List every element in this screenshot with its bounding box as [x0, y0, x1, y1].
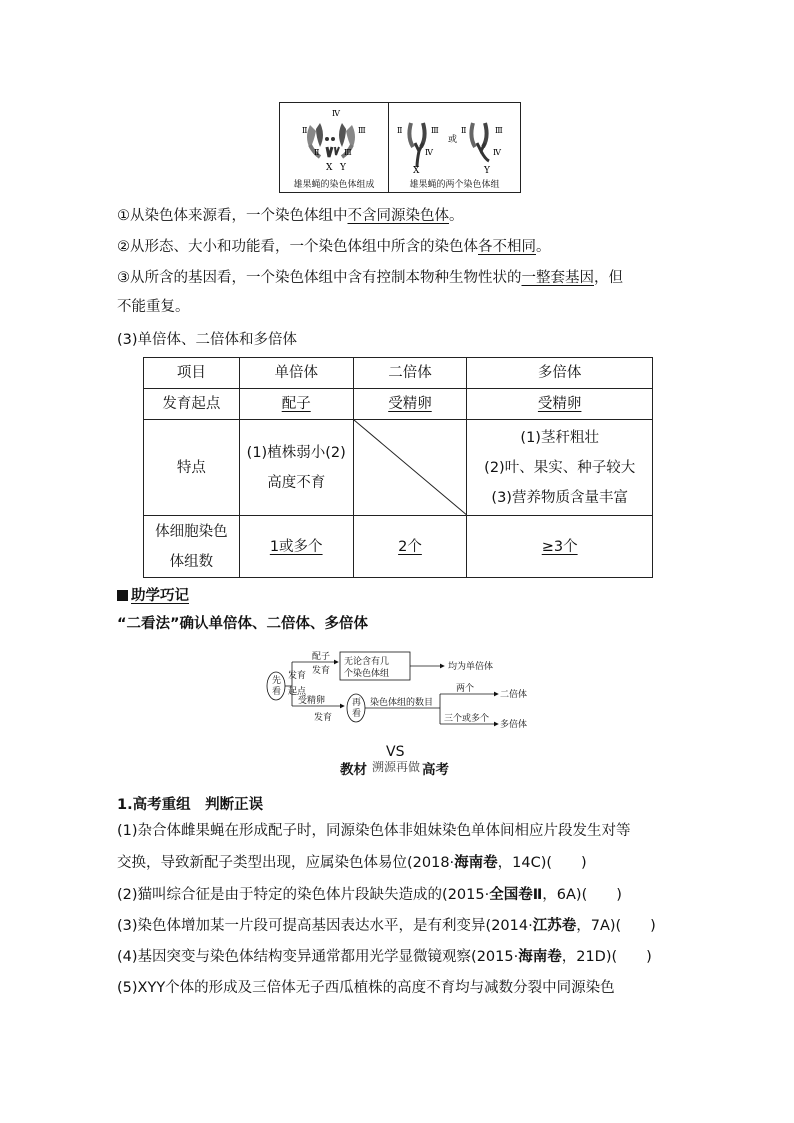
label-ii: Ⅱ — [302, 126, 308, 135]
svg-text:Ⅲ: Ⅲ — [495, 126, 503, 135]
question-2: (2)猫叫综合征是由于特定的染色体片段缺失造成的(2015·全国卷Ⅱ，6A)( ) — [117, 887, 622, 903]
vs-label: VS — [386, 744, 405, 760]
svg-text:发育: 发育 — [288, 671, 307, 681]
answer-3: 一整套基因 — [521, 270, 594, 286]
point-2: ②从形态、大小和功能看，一个染色体组中所含的染色体各不相同。 — [117, 239, 551, 255]
banner-left: 教材 — [340, 762, 367, 778]
figure-left-panel — [280, 103, 389, 192]
svg-text:发育: 发育 — [314, 713, 333, 723]
svg-text:X: X — [413, 166, 420, 176]
textbook-vs-exam-banner — [300, 744, 500, 776]
svg-text:Ⅱ: Ⅱ — [397, 126, 403, 135]
question-1-continued: 交换，导致新配子类型出现，应属染色体易位(2018·海南卷，14C)( ) — [117, 855, 587, 871]
svg-text:看: 看 — [352, 709, 362, 719]
or-label: 或 — [448, 135, 458, 145]
svg-text:多倍体: 多倍体 — [500, 720, 528, 730]
svg-text:Ⅳ: Ⅳ — [425, 148, 433, 157]
table-row-sets: 体细胞染色 体组数 1或多个 2个 ≥3个 — [144, 516, 653, 578]
svg-text:再: 再 — [352, 698, 362, 708]
svg-text:无论含有几: 无论含有几 — [344, 657, 390, 667]
section-title: 1.高考重组 判断正误 — [117, 797, 264, 813]
svg-text:配子: 配子 — [312, 652, 331, 662]
tips-heading: 助学巧记 — [117, 584, 189, 605]
section-3-title: (3)单倍体、二倍体和多倍体 — [117, 332, 298, 348]
table-row-origin: 发育起点 配子 受精卵 受精卵 — [144, 389, 653, 420]
header-polyploid: 多倍体 — [467, 358, 653, 389]
answer-1: 不含同源染色体 — [347, 208, 449, 224]
question-1: (1)杂合体雌果蝇在形成配子时，同源染色体非姐妹染色单体间相应片段发生对等 — [117, 823, 631, 839]
method-title: “二看法”确认单倍体、二倍体、多倍体 — [117, 616, 369, 632]
question-3: (3)染色体增加某一片段可提高基因表达水平，是有利变异(2014·江苏卷，7A)( ) — [117, 918, 656, 934]
svg-text:Y: Y — [484, 166, 490, 176]
header-item: 项目 — [144, 358, 240, 389]
label-iv: Ⅳ — [332, 109, 340, 118]
svg-text:Ⅳ: Ⅳ — [493, 148, 501, 157]
banner-middle: 溯源再做 — [372, 760, 421, 774]
figure-right-caption: 雄果蝇的两个染色体组 — [409, 180, 500, 190]
svg-text:两个: 两个 — [456, 684, 475, 694]
label-y: Y — [340, 163, 346, 173]
point-3: ③从所含的基因看，一个染色体组中含有控制本物种生物性状的一整套基因，但 — [117, 270, 623, 286]
svg-text:发育: 发育 — [312, 666, 331, 676]
diagonal-empty-cell — [353, 420, 467, 516]
svg-text:看: 看 — [272, 687, 282, 697]
question-4: (4)基因突变与染色体结构变异通常都用光学显微镜观察(2015·海南卷，21D)( ) — [117, 949, 652, 965]
header-diploid: 二倍体 — [353, 358, 467, 389]
label-x: X — [326, 163, 333, 173]
two-look-flowchart — [264, 648, 534, 738]
point-3-continued: 不能重复。 — [117, 299, 190, 315]
svg-text:均为单倍体: 均为单倍体 — [448, 662, 494, 672]
label-iii: Ⅲ — [358, 126, 366, 135]
chromosome-figure — [279, 102, 521, 193]
svg-text:三个或多个: 三个或多个 — [444, 714, 490, 724]
svg-text:Ⅲ: Ⅲ — [431, 126, 439, 135]
svg-text:个染色体组: 个染色体组 — [344, 669, 390, 679]
question-5: (5)XYY个体的形成及三倍体无子西瓜植株的高度不育均与减数分裂中同源染色 — [117, 980, 615, 996]
svg-text:Ⅱ: Ⅱ — [461, 126, 467, 135]
table-header-row — [144, 358, 653, 389]
svg-text:二倍体: 二倍体 — [500, 690, 528, 700]
svg-text:先: 先 — [272, 676, 282, 686]
svg-text:Ⅲ: Ⅲ — [344, 148, 352, 157]
point-1: ①从染色体来源看，一个染色体组中不含同源染色体。 — [117, 208, 464, 224]
svg-text:染色体组的数目: 染色体组的数目 — [370, 698, 434, 708]
banner-right: 高考 — [422, 762, 449, 778]
header-haploid: 单倍体 — [239, 358, 353, 389]
svg-text:起点: 起点 — [288, 687, 307, 697]
svg-text:受精卵: 受精卵 — [298, 696, 326, 706]
answer-2: 各不相同 — [478, 239, 536, 255]
figure-right-panel — [389, 103, 520, 192]
ploidy-comparison-table — [143, 357, 653, 578]
figure-left-caption: 雄果蝇的染色体组成 — [293, 180, 375, 190]
svg-text:Ⅱ: Ⅱ — [314, 148, 320, 157]
square-bullet-icon — [117, 590, 128, 601]
table-row-features: 特点 (1)植株弱小(2) 高度不育 (1)茎秆粗壮 (2)叶、果实、种子较大 (3)营养物质含量丰富 — [144, 420, 653, 516]
